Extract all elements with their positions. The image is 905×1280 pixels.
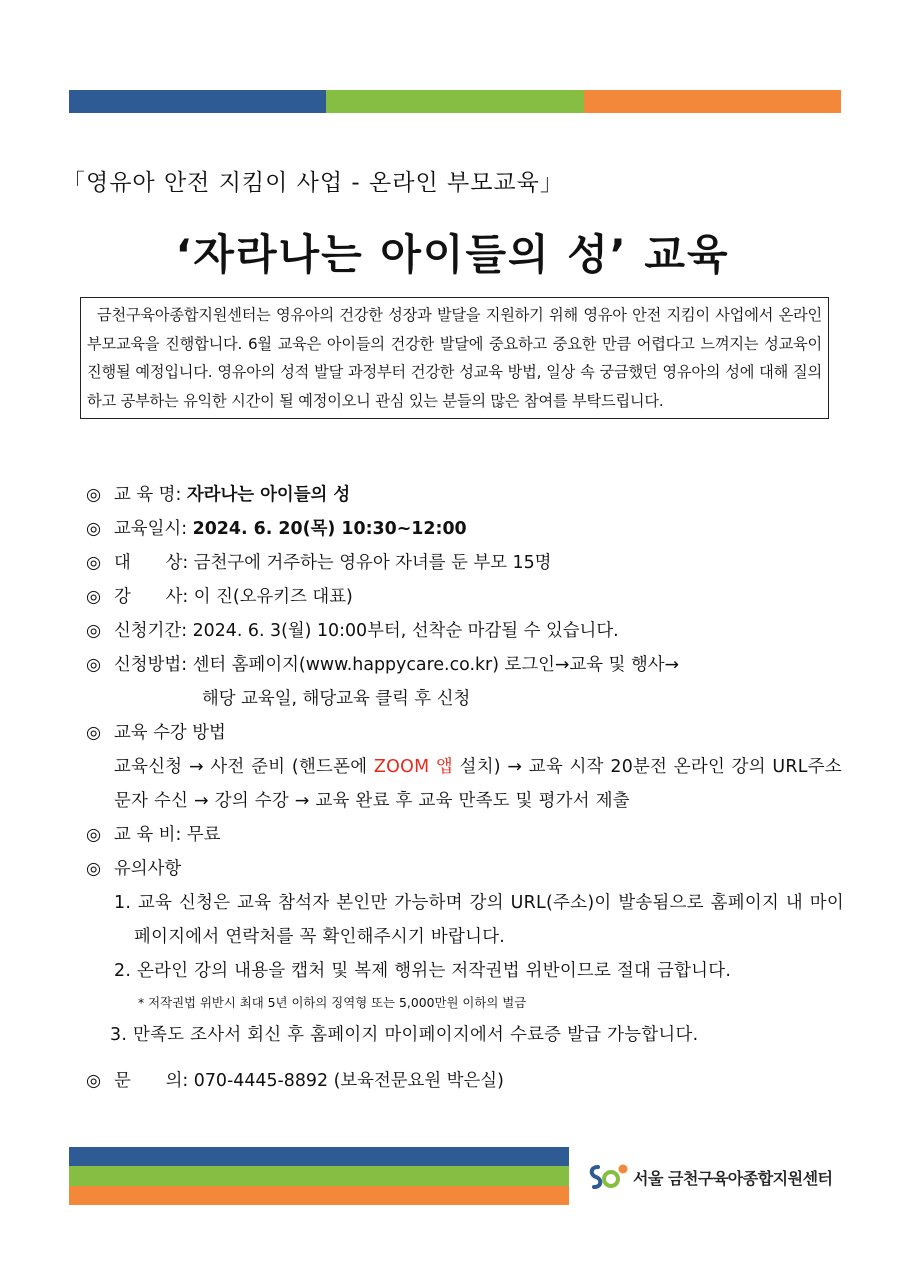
bullet-icon: ◎ (86, 519, 102, 539)
top-bar-blue (69, 90, 326, 113)
bullet-icon: ◎ (86, 825, 102, 845)
zoom-app-highlight: ZOOM 앱 (373, 757, 454, 777)
bottom-color-bars (69, 1147, 569, 1205)
bullet-icon: ◎ (86, 1071, 102, 1091)
info-value: 이 진(오유키즈 대표) (193, 587, 353, 607)
info-value: 2024. 6. 20(목) 10:30~12:00 (192, 519, 467, 539)
program-subtitle: 「영유아 안전 지킴이 사업 - 온라인 부모교육」 (62, 170, 564, 196)
info-value: 무료 (186, 825, 221, 845)
info-label: 신청기간: (114, 621, 193, 641)
intro-box: 금천구육아종합지원센터는 영유아의 건강한 성장과 발달을 지원하기 위해 영유아 안전 지킴이 사업에서 온라인 부모교육을 진행합니다. 6월 교육은 아이들의 건강한 발달에 중요하고 중요한 만큼 어렵다고 느껴지는 성교육이 진행될 예정입니다. 영유아의 성적 발달 과정부터 건강한 성교육 방법, 일상 속 궁금했던 영유아의 성에 대해 질의하고 공부하는 유익한 시간이 될 예정이오니 관심 있는 분들의 많은 참여를 부탁드립니다. (80, 297, 829, 419)
info-value: 금천구에 거주하는 영유아 자녀를 둔 부모 15명 (193, 553, 552, 573)
bullet-icon: ◎ (86, 655, 102, 675)
info-value: 자라나는 아이들의 성 (186, 485, 351, 505)
note-item-1: 1. 교육 신청은 교육 참석자 본인만 가능하며 강의 URL(주소)이 발송됨으로 홈페이지 내 마이페이지에서 연락처를 꼭 확인해주시기 바랍니다. (114, 893, 844, 947)
info-value: 070-4445-8892 (보육전문요원 박은실) (193, 1071, 504, 1091)
bottom-bar-orange (69, 1186, 569, 1205)
bullet-icon: ◎ (86, 553, 102, 573)
org-logo (585, 1160, 833, 1194)
info-row-name (86, 478, 846, 512)
info-method-line2: 해당 교육일, 해당교육 클릭 후 신청 (202, 689, 471, 709)
bottom-bar-blue (69, 1147, 569, 1166)
info-label: 교 육 비: (114, 825, 187, 845)
info-value: 센터 홈페이지(www.happycare.co.kr) 로그인→교육 및 행사→ (192, 655, 680, 675)
info-label: 신청방법: (114, 655, 193, 675)
course-steps (86, 750, 842, 818)
top-bar-orange (584, 90, 841, 113)
info-label: 교육 수강 방법 (114, 723, 226, 743)
info-label: 유의사항 (114, 859, 182, 879)
info-row-datetime (86, 512, 846, 546)
bullet-icon: ◎ (86, 723, 102, 743)
note-footnote: * 저작권법 위반시 최대 5년 이하의 징역형 또는 5,000만원 이하의 벌금 (138, 995, 527, 1010)
note-item-2: 2. 온라인 강의 내용을 캡처 및 복제 행위는 저작권법 위반이므로 절대 금합니다. (114, 961, 732, 981)
info-label: 대 상: (114, 553, 194, 573)
info-row-notes (86, 852, 846, 886)
top-bar-green (326, 90, 583, 113)
info-label: 교육일시: (114, 519, 193, 539)
info-row-contact (86, 1064, 846, 1098)
bullet-icon: ◎ (86, 859, 102, 879)
info-label: 강 사: (114, 587, 194, 607)
info-row-lecturer (86, 580, 846, 614)
info-row-fee (86, 818, 846, 852)
course-text-after: 설치) → 교육 시작 20분전 온라인 강의 URL주소 문자 수신 → 강의 수강 → 교육 완료 후 교육 만족도 및 평가서 제출 (114, 757, 842, 811)
info-value: 2024. 6. 3(월) 10:00부터, 선착순 마감될 수 있습니다. (192, 621, 619, 641)
info-row-method (86, 648, 846, 682)
bottom-bar-green (69, 1166, 569, 1185)
bullet-icon: ◎ (86, 485, 102, 505)
top-color-bar (69, 90, 841, 113)
info-row-course (86, 716, 846, 750)
info-label: 문 의: (114, 1071, 194, 1091)
org-logo-icon (585, 1160, 631, 1194)
info-label: 교 육 명: (114, 485, 187, 505)
info-row-period (86, 614, 846, 648)
page-title: ‘자라나는 아이들의 성’ 교육 (175, 230, 730, 279)
info-row-target (86, 546, 846, 580)
bullet-icon: ◎ (86, 587, 102, 607)
course-text-before: 교육신청 → 사전 준비 (핸드폰에 (114, 757, 374, 777)
note-item-3: 3. 만족도 조사서 회신 후 홈페이지 마이페이지에서 수료증 발급 가능합니다. (110, 1025, 699, 1045)
info-list (86, 478, 846, 1098)
org-name: 서울 금천구육아종합지원센터 (633, 1168, 833, 1188)
bullet-icon: ◎ (86, 621, 102, 641)
